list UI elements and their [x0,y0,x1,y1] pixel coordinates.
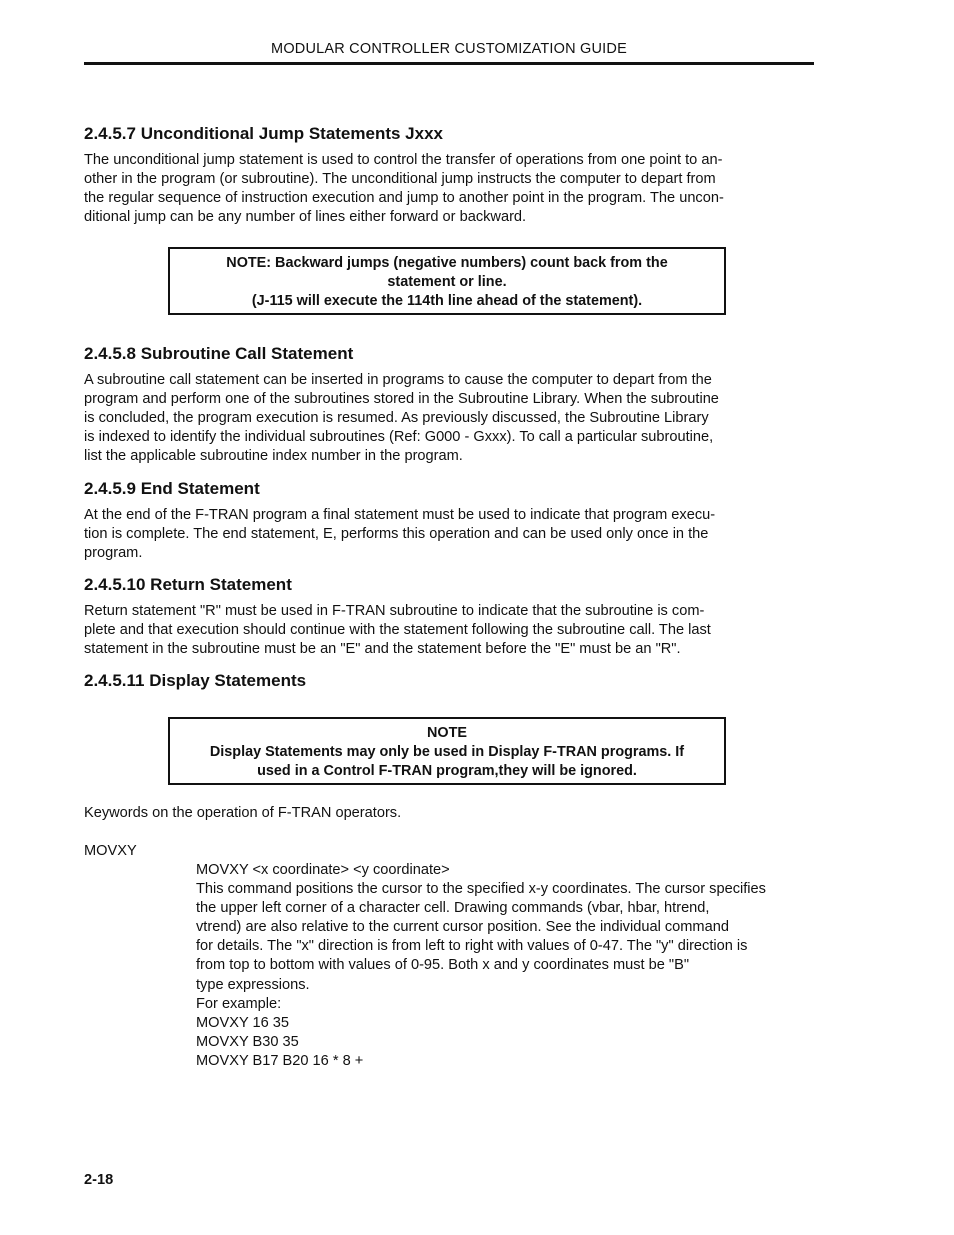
paragraph-unconditional-jump [84,151,824,227]
text-line: vtrend) are also relative to the current cursor position. See the individual command [196,919,729,936]
text-line: statement in the subroutine must be an "E" and the statement before the "E" must be an "R". [84,641,681,658]
text-line: MOVXY <x coordinate> <y coordinate> [196,862,450,878]
text-line: For example: [196,995,282,1012]
page-number: 2-18 [84,1172,114,1188]
text-line: program and perform one of the subroutines stored in the Subroutine Library. When the subroutine [84,391,719,408]
text-line: from top to bottom with values of 0-95. Both x and y coordinates must be "B" [196,957,690,974]
text-line: is indexed to identify the individual subroutines (Ref: G000 - Gxxx). To call a particular subroutine, [84,429,714,446]
text-line: type expressions. [196,976,310,993]
text-line: other in the program (or subroutine). The unconditional jump instructs the computer to depart from [84,171,716,188]
keyword-description-movxy [196,861,896,1071]
text-line: The unconditional jump statement is used to control the transfer of operations from one point to an- [84,152,723,168]
paragraph-subroutine-call [84,371,824,466]
text-line: Keywords on the operation of F-TRAN operators. [84,805,402,821]
heading-return-statement: 2.4.5.10 Return Statement [84,575,292,594]
heading-end-statement: 2.4.5.9 End Statement [84,479,260,498]
code-example-line: MOVXY B30 35 [196,1033,299,1050]
text-line: This command positions the cursor to the specified x-y coordinates. The cursor specifies [196,881,766,898]
note-line: NOTE [427,725,467,741]
heading-subroutine-call: 2.4.5.8 Subroutine Call Statement [84,344,354,363]
note-line: Display Statements may only be used in Display F-TRAN programs. If [209,744,685,760]
keyword-label-movxy: MOVXY [84,843,137,859]
paragraph-end-statement [84,506,824,563]
header-rule [84,62,814,65]
code-example-line: MOVXY B17 B20 16 * 8 + [196,1052,364,1069]
text-line: tion is complete. The end statement, E, performs this operation and can be used only once in the [84,526,709,543]
text-line: for details. The "x" direction is from left to right with values of 0-47. The "y" direction is [196,938,748,955]
note-box-display-statements [168,717,726,785]
note-line: used in a Control F-TRAN program,they will be ignored. [257,763,637,779]
text-line: is concluded, the program execution is resumed. As previously discussed, the Subroutine Library [84,410,709,427]
note-line: NOTE: Backward jumps (negative numbers) count back from the [226,255,668,271]
running-header: MODULAR CONTROLLER CUSTOMIZATION GUIDE [271,41,627,57]
code-example-line: MOVXY 16 35 [196,1014,290,1031]
text-line: A subroutine call statement can be inserted in programs to cause the computer to depart from the [84,372,712,388]
text-line: plete and that execution should continue with the statement following the subroutine call. The last [84,622,711,639]
text-line: Return statement "R" must be used in F-TRAN subroutine to indicate that the subroutine is com- [84,603,705,619]
text-line: ditional jump can be any number of lines either forward or backward. [84,209,527,226]
heading-display-statements: 2.4.5.11 Display Statements [84,671,307,690]
paragraph-return-statement [84,602,824,659]
heading-unconditional-jump: 2.4.5.7 Unconditional Jump Statements Jxxx [84,124,444,143]
keywords-intro [84,804,824,823]
note-box-backward-jumps [168,247,726,315]
text-line: the regular sequence of instruction execution and jump to another point in the program. The uncon- [84,190,724,207]
text-line: program. [84,545,143,562]
note-line: (J-115 will execute the 114th line ahead of the statement). [251,293,643,309]
note-line: statement or line. [387,274,507,290]
text-line: list the applicable subroutine index number in the program. [84,448,463,465]
text-line: At the end of the F-TRAN program a final statement must be used to indicate that program execu- [84,507,716,523]
text-line: the upper left corner of a character cell. Drawing commands (vbar, hbar, htrend, [196,900,710,917]
